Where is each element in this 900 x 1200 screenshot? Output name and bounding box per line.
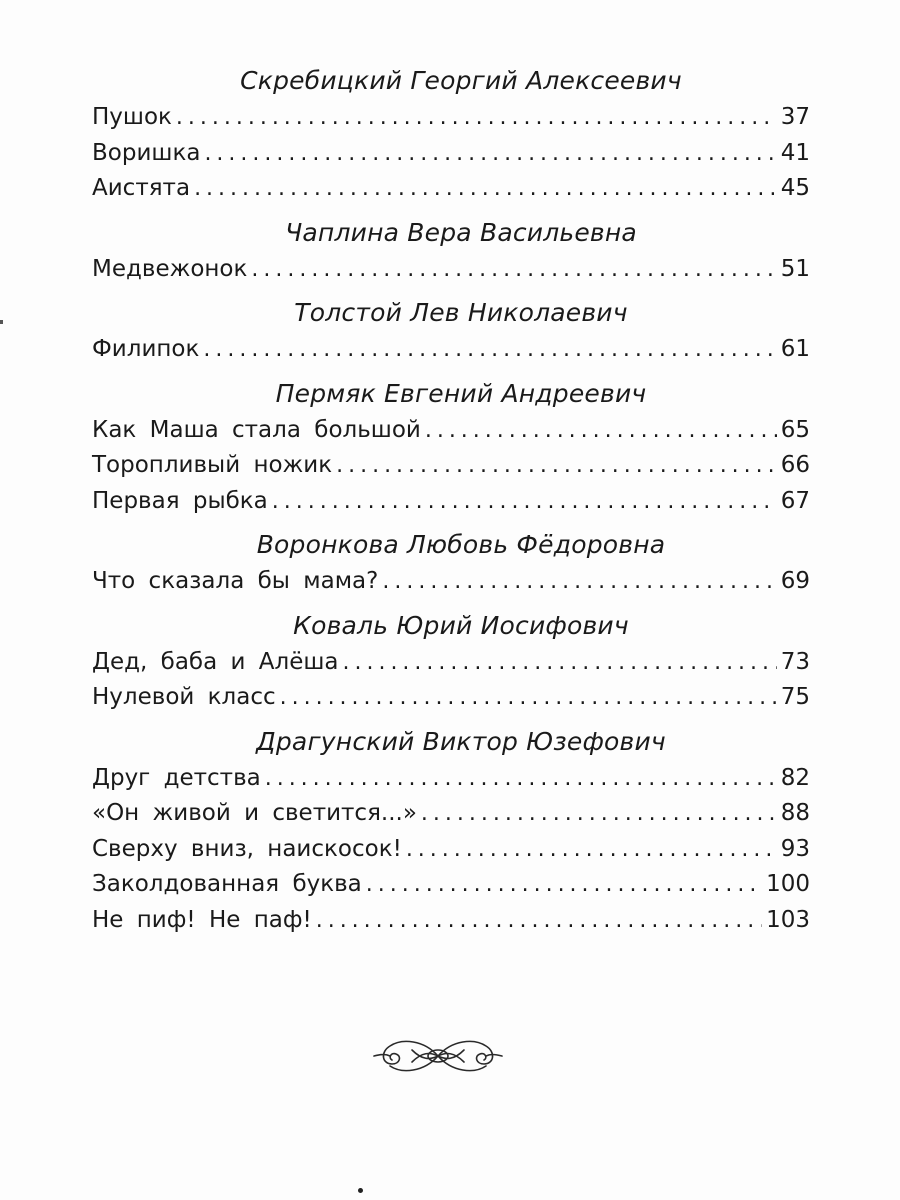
author-heading: Чаплина Вера Васильевна [285, 217, 637, 247]
toc-entry[interactable] [92, 100, 810, 136]
entry-title: Воришка [92, 139, 201, 166]
page-number: 67 [780, 487, 810, 514]
page-number: 66 [780, 452, 810, 478]
toc-entry[interactable] [92, 680, 810, 716]
author-heading: Воронкова Любовь Фёдоровна [256, 530, 666, 559]
entry-title: Торопливый ножик [92, 452, 333, 478]
entry-title: Нулевой класс [92, 684, 276, 710]
dot-leader [194, 171, 777, 207]
dot-leader [425, 413, 777, 449]
entry-title: Первая рыбка [92, 487, 268, 514]
section-gap [92, 207, 810, 214]
dot-leader [366, 867, 762, 903]
dot-leader [204, 136, 776, 172]
page-number: 69 [780, 568, 810, 594]
page-number: 73 [780, 648, 810, 675]
author-heading: Толстой Лев Николаевич [294, 298, 628, 327]
section-gap [92, 716, 810, 723]
toc-entry[interactable] [92, 903, 810, 939]
entry-title: Что сказала бы мама? [92, 568, 379, 594]
entry-title: Как Маша стала большой [92, 416, 421, 443]
entry-title: Филипок [92, 336, 200, 362]
toc-entry[interactable] [92, 796, 810, 832]
page-number: 82 [780, 764, 810, 791]
page-number: 93 [780, 835, 810, 862]
dot-leader [265, 761, 777, 797]
entry-title: Медвежонок [92, 255, 248, 282]
author-heading: Драгунский Виктор Юзефович [256, 726, 666, 756]
dot-leader [203, 332, 776, 368]
toc-section [92, 723, 810, 939]
dot-leader [336, 448, 777, 484]
toc-entry[interactable] [92, 645, 810, 681]
author-heading: Пермяк Евгений Андреевич [275, 378, 647, 408]
entry-title: Дед, баба и Алёша [92, 648, 339, 675]
toc-section [92, 294, 810, 375]
page-number: 100 [766, 871, 810, 897]
toc-entry[interactable] [92, 832, 810, 868]
toc-entry[interactable] [92, 136, 810, 172]
page-number: 75 [780, 684, 810, 710]
dot-leader [280, 680, 777, 716]
section-gap [92, 519, 810, 526]
page-number: 88 [780, 800, 810, 826]
table-of-contents [92, 62, 810, 938]
dot-leader [343, 645, 777, 681]
toc-entry[interactable] [92, 484, 810, 520]
toc-entry[interactable] [92, 761, 810, 797]
flourish-ornament-icon [372, 1030, 504, 1082]
dot-leader [176, 100, 777, 136]
page-mark [358, 1188, 363, 1193]
toc-entry[interactable] [92, 332, 810, 368]
entry-title: Не пиф! Не паф! [92, 906, 312, 933]
page-number: 61 [780, 336, 810, 362]
author-heading: Скребицкий Георгий Алексеевич [240, 66, 682, 95]
dot-leader [406, 832, 777, 868]
toc-entry[interactable] [92, 171, 810, 207]
toc-section [92, 62, 810, 214]
section-gap [92, 287, 810, 294]
page-number: 65 [780, 416, 810, 443]
toc-section [92, 375, 810, 527]
entry-title: Заколдованная буква [92, 871, 362, 897]
entry-title: Сверху вниз, наискосок! [92, 835, 402, 862]
toc-section [92, 607, 810, 723]
dot-leader [316, 903, 762, 939]
section-gap [92, 368, 810, 375]
edge-mark [0, 320, 3, 324]
entry-title: Друг детства [92, 764, 261, 791]
toc-entry[interactable] [92, 448, 810, 484]
page-number: 51 [780, 255, 810, 282]
entry-title: Аистята [92, 175, 191, 201]
dot-leader [272, 484, 777, 520]
dot-leader [382, 564, 776, 600]
page-number: 103 [766, 906, 810, 933]
toc-entry[interactable] [92, 564, 810, 600]
author-heading: Коваль Юрий Иосифович [293, 610, 629, 640]
page-number: 45 [780, 175, 810, 201]
dot-leader [421, 796, 777, 832]
toc-entry[interactable] [92, 252, 810, 288]
toc-entry[interactable] [92, 413, 810, 449]
toc-section [92, 526, 810, 607]
page-number: 37 [780, 104, 810, 130]
toc-entry[interactable] [92, 867, 810, 903]
dot-leader [251, 252, 776, 288]
toc-section [92, 214, 810, 295]
entry-title: «Он живой и светится...» [92, 800, 417, 826]
page-number: 41 [780, 139, 810, 166]
section-gap [92, 600, 810, 607]
entry-title: Пушок [92, 104, 172, 130]
